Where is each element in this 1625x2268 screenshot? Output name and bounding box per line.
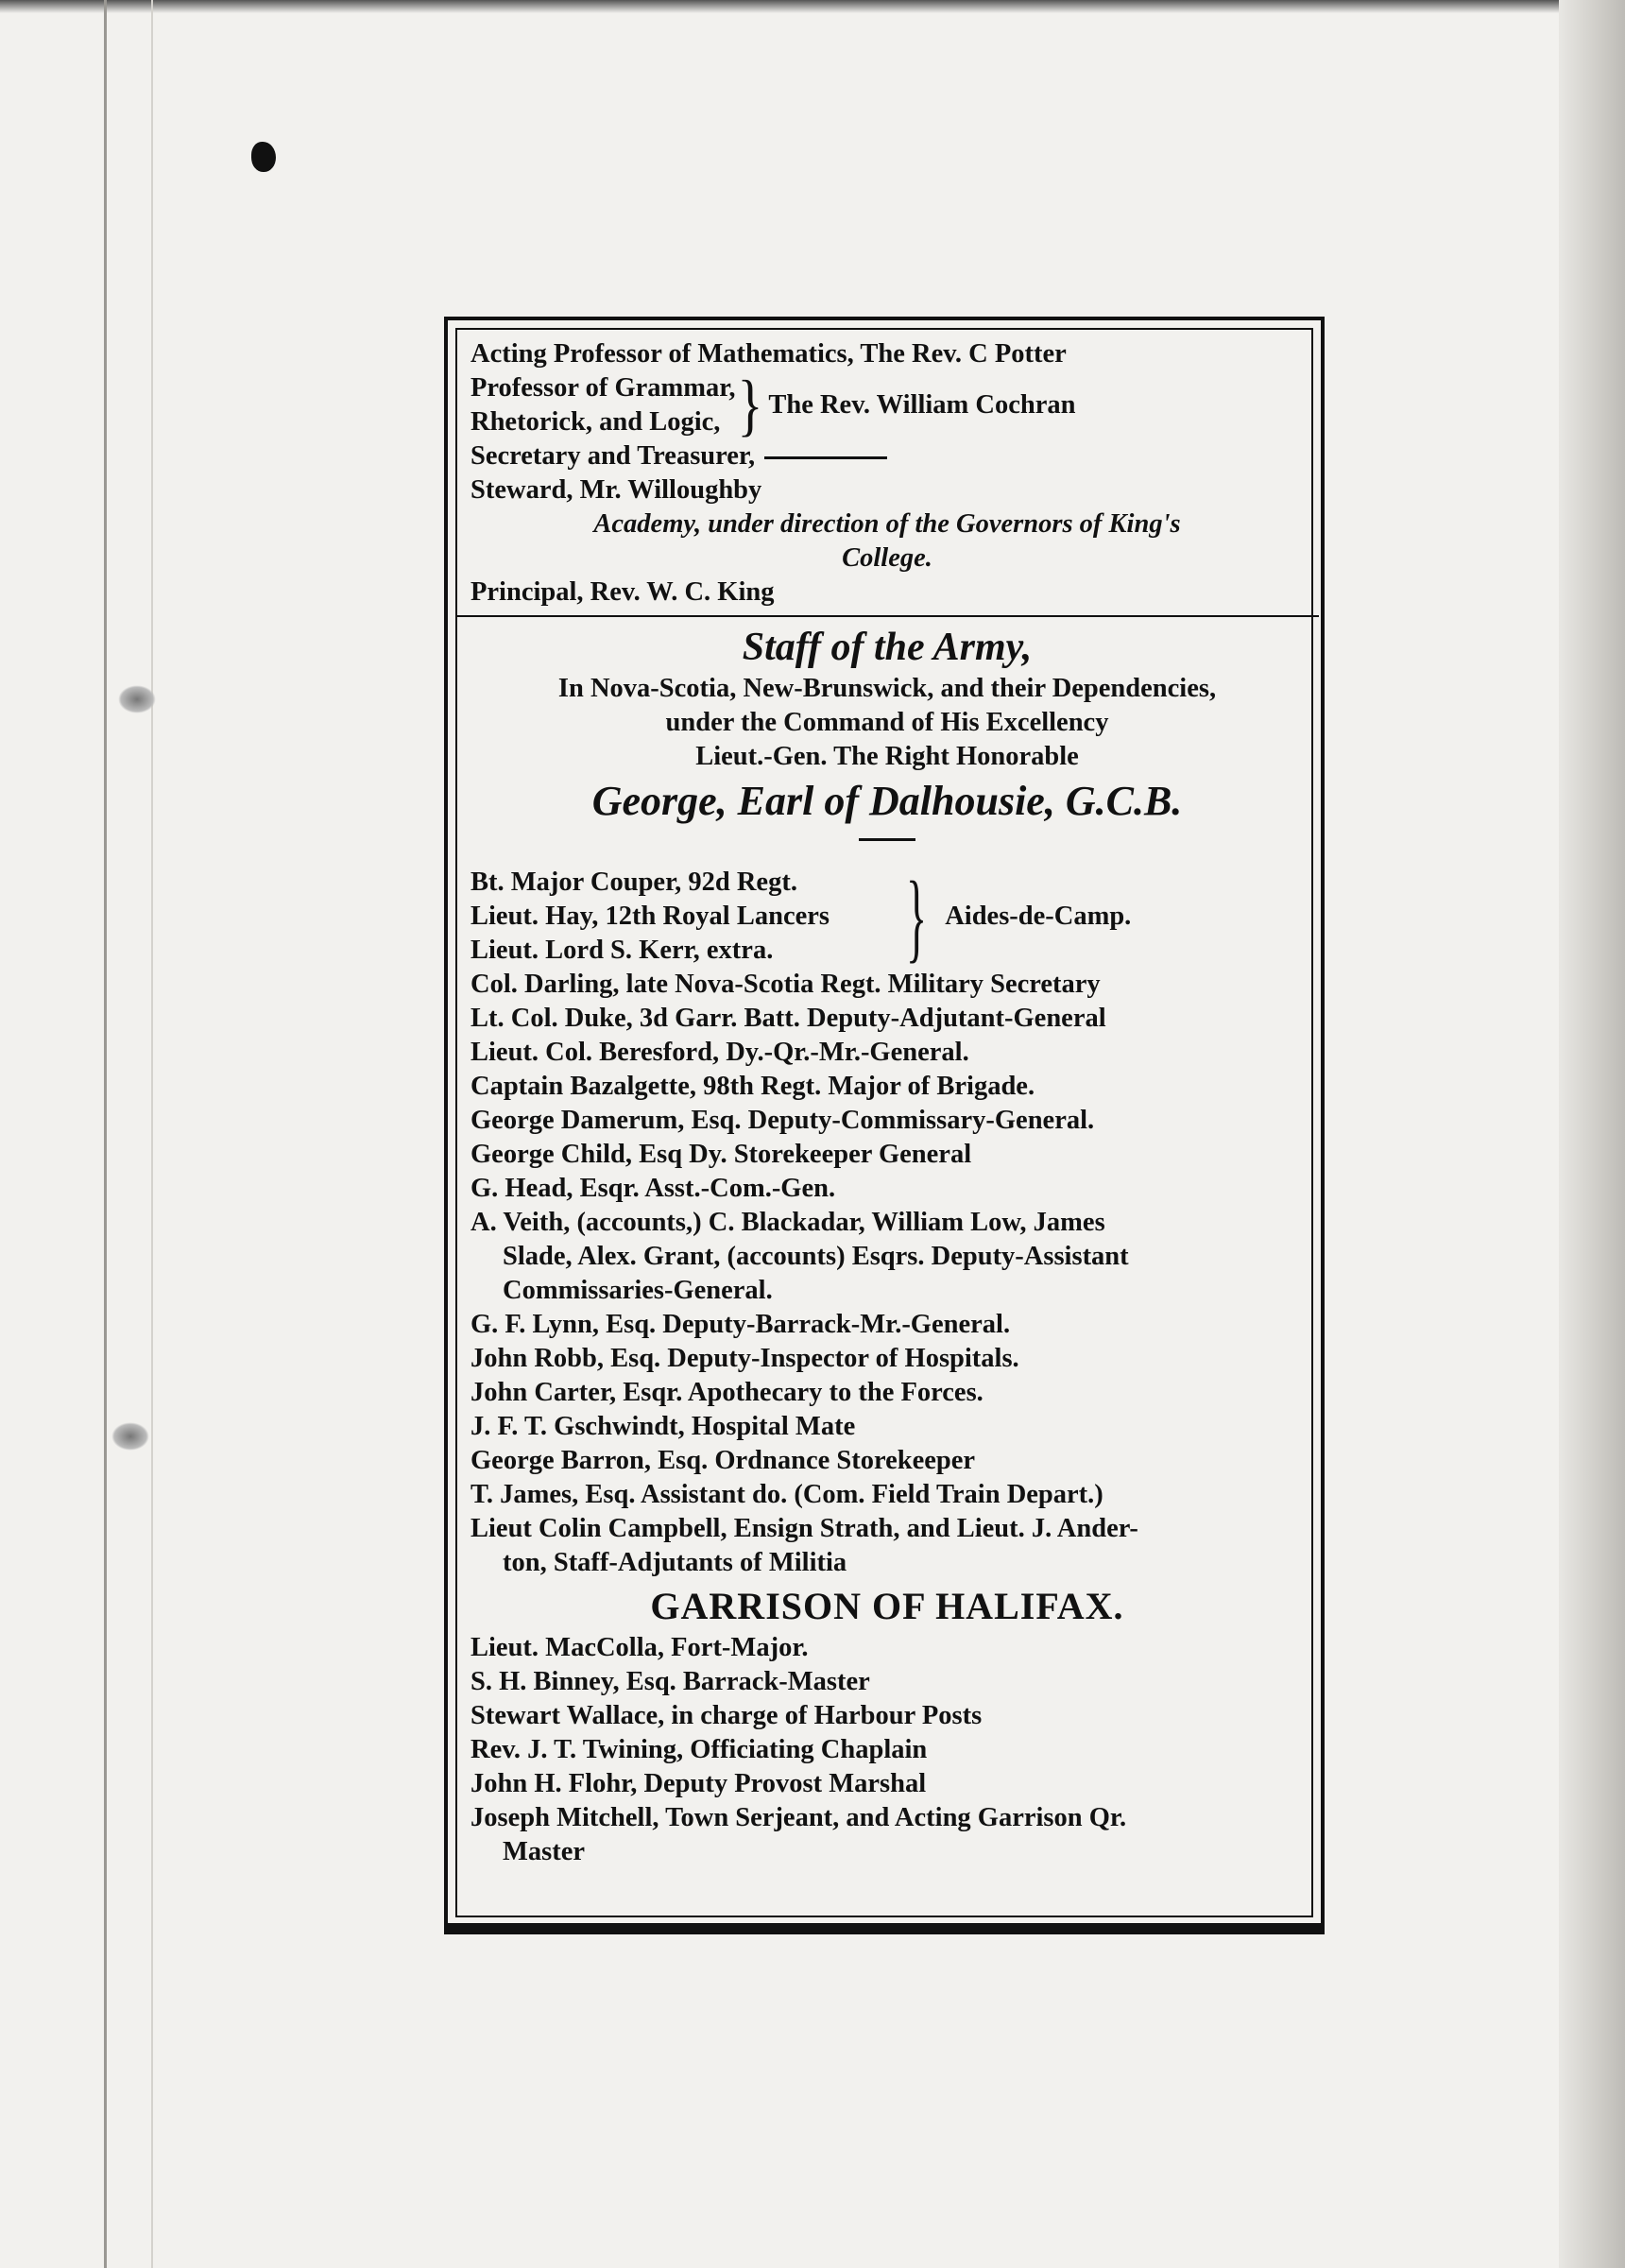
secretary-label: Secretary and Treasurer, xyxy=(470,441,756,471)
staff-entry: George Damerum, Esq. Deputy-Commissary-General. xyxy=(470,1106,1095,1135)
page-top-shadow xyxy=(0,0,1625,13)
professor-block xyxy=(470,367,1304,444)
academy-line-2: College. xyxy=(842,543,932,573)
academy-line-1: Academy, under direction of the Governors of King's xyxy=(593,509,1181,539)
frame-bottom-rule xyxy=(448,1923,1321,1931)
aides-label: Aides-de-Camp. xyxy=(945,902,1132,931)
garrison-entry: John H. Flohr, Deputy Provost Marshal xyxy=(470,1769,927,1798)
staff-entry: G. Head, Esqr. Asst.-Com.-Gen. xyxy=(470,1174,836,1203)
staff-entry: George Barron, Esq. Ordnance Storekeeper xyxy=(470,1446,976,1475)
professor-line-1: Professor of Grammar, xyxy=(470,373,736,403)
staff-entry: Lieut. Col. Beresford, Dy.-Qr.-Mr.-General. xyxy=(470,1038,969,1067)
binding-stitch xyxy=(111,1422,149,1451)
commander-name: George, Earl of Dalhousie, G.C.B. xyxy=(591,778,1183,824)
campbell-line-2: ton, Staff-Adjutants of Militia xyxy=(503,1548,847,1577)
veith-line-1: A. Veith, (accounts,) C. Blackadar, William Low, James xyxy=(470,1208,1105,1237)
staff-entry: Captain Bazalgette, 98th Regt. Major of Brigade. xyxy=(470,1072,1035,1101)
professor-line-2: Rhetorick, and Logic, xyxy=(470,407,721,437)
staff-entry: Lt. Col. Duke, 3d Garr. Batt. Deputy-Adjutant-General xyxy=(470,1004,1106,1033)
mitchell-line-2: Master xyxy=(503,1837,586,1866)
staff-entry: T. James, Esq. Assistant do. (Com. Field Train Depart.) xyxy=(470,1480,1103,1509)
acting-professor-line: Acting Professor of Mathematics, The Rev. C Potter xyxy=(470,339,1067,369)
secretary-line xyxy=(470,439,1304,473)
printed-frame xyxy=(444,317,1325,1934)
staff-entry: Col. Darling, late Nova-Scotia Regt. Military Secretary xyxy=(470,970,1101,999)
binding-fold-line-faint xyxy=(151,0,153,2268)
garrison-entry: S. H. Binney, Esq. Barrack-Master xyxy=(470,1667,870,1696)
binding-stitch xyxy=(118,685,156,713)
secretary-dash xyxy=(764,456,887,459)
garrison-entry: Stewart Wallace, in charge of Harbour Posts xyxy=(470,1701,983,1730)
short-divider xyxy=(859,838,915,841)
garrison-title: GARRISON OF HALIFAX. xyxy=(650,1585,1124,1627)
aide-entry: Lieut. Lord S. Kerr, extra. xyxy=(470,936,774,965)
aide-entry: Lieut. Hay, 12th Royal Lancers xyxy=(470,902,830,931)
veith-line-2: Slade, Alex. Grant, (accounts) Esqrs. Deputy-Assistant xyxy=(503,1242,1129,1271)
staff-title: Staff of the Army, xyxy=(742,626,1033,669)
ink-blot xyxy=(251,142,276,172)
binding-fold-line xyxy=(104,0,107,2268)
garrison-entry: Lieut. MacColla, Fort-Major. xyxy=(470,1633,809,1662)
page-content xyxy=(470,337,1304,1869)
page-edge xyxy=(1559,0,1625,2268)
staff-entry: John Carter, Esqr. Apothecary to the Forces. xyxy=(470,1378,984,1407)
staff-subtitle-1: In Nova-Scotia, New-Brunswick, and their Dependencies, xyxy=(557,674,1217,703)
steward-line: Steward, Mr. Willoughby xyxy=(470,475,762,505)
staff-entry: George Child, Esq Dy. Storekeeper General xyxy=(470,1140,972,1169)
professor-name: The Rev. William Cochran xyxy=(768,390,1076,420)
veith-line-3: Commissaries-General. xyxy=(503,1276,773,1305)
aides-block xyxy=(470,861,1304,972)
section-divider xyxy=(455,615,1319,617)
staff-entry: John Robb, Esq. Deputy-Inspector of Hospitals. xyxy=(470,1344,1019,1373)
campbell-line-1: Lieut Colin Campbell, Ensign Strath, and Lieut. J. Ander- xyxy=(470,1514,1138,1543)
staff-subtitle-2: under the Command of His Excellency xyxy=(665,708,1109,737)
mitchell-line-1: Joseph Mitchell, Town Serjeant, and Acting Garrison Qr. xyxy=(470,1803,1127,1832)
brace-symbol: } xyxy=(737,367,763,444)
staff-subtitle-3: Lieut.-Gen. The Right Honorable xyxy=(695,742,1079,771)
staff-entry: G. F. Lynn, Esq. Deputy-Barrack-Mr.-General. xyxy=(470,1310,1011,1339)
brace-symbol: } xyxy=(906,861,928,972)
principal-line: Principal, Rev. W. C. King xyxy=(470,577,775,607)
aide-entry: Bt. Major Couper, 92d Regt. xyxy=(470,868,797,897)
staff-entry: J. F. T. Gschwindt, Hospital Mate xyxy=(470,1412,856,1441)
garrison-entry: Rev. J. T. Twining, Officiating Chaplain xyxy=(470,1735,928,1764)
